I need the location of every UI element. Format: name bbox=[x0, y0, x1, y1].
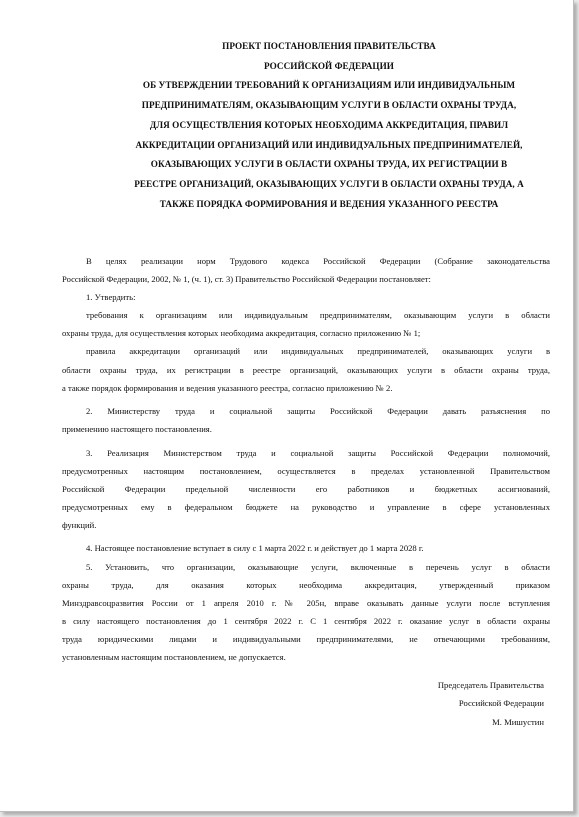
signature-position: Председатель Правительства bbox=[437, 680, 544, 690]
title-line: РЕЕСТРЕ ОРГАНИЗАЦИЙ, ОКАЗЫВАЮЩИХ УСЛУГИ В ОБЛАСТИ ОХРАНЫ ТРУДА, А bbox=[134, 178, 524, 189]
item-5-paragraph bbox=[62, 558, 550, 667]
item-3-line: функций. bbox=[62, 520, 97, 531]
title-line: РОССИЙСКОЙ ФЕДЕРАЦИИ bbox=[263, 60, 394, 71]
item-5-line: Минздравсоцразвития России от 1 апреля 2010 г. № 205н, вправе оказывать данные услуги после вступления bbox=[62, 597, 550, 608]
item-1-b-line: а также порядок формирования и ведения указанного реестра, согласно приложению № 2. bbox=[62, 382, 393, 393]
item-1-a-line: охраны труда, для осуществления которых необходима аккредитация, согласно приложению № 1; bbox=[62, 328, 421, 339]
document-title bbox=[76, 37, 574, 214]
item-5-line: охраны труда, для оказания которых необходима аккредитация, утвержденный приказом bbox=[62, 579, 550, 590]
title-line: ПРОЕКТ ПОСТАНОВЛЕНИЯ ПРАВИТЕЛЬСТВА bbox=[222, 41, 436, 51]
item-1-b-line: правила аккредитации организаций или индивидуальных предпринимателей, оказывающих услуги в bbox=[86, 346, 550, 357]
title-line: АККРЕДИТАЦИИ ОРГАНИЗАЦИЙ ИЛИ ИНДИВИДУАЛЬНЫХ ПРЕДПРИНИМАТЕЛЕЙ, bbox=[135, 139, 523, 150]
item-5-line: труда юридическими лицами и индивидуальными предпринимателями, не отвечающими требованиям, bbox=[62, 633, 550, 644]
title-line: ОКАЗЫВАЮЩИХ УСЛУГИ В ОБЛАСТИ ОХРАНЫ ТРУДА, ИХ РЕГИСТРАЦИИ В bbox=[150, 159, 508, 170]
item-3-paragraph bbox=[62, 444, 550, 534]
item-5-line: установленным настоящим постановлением, не допускается. bbox=[62, 651, 286, 662]
item-2-line: 2. Министерству труда и социальной защиты Российской Федерации давать разъяснения по bbox=[86, 405, 550, 416]
preamble-line: Российской Федерации, 2002, № 1, (ч. 1), ст. 3) Правительство Российской Федерации постановляет: bbox=[62, 274, 431, 285]
title-line: ДЛЯ ОСУЩЕСТВЛЕНИЯ КОТОРЫХ НЕОБХОДИМА АККРЕДИТАЦИЯ, ПРАВИЛ bbox=[149, 119, 509, 130]
item-1-heading bbox=[62, 288, 550, 306]
item-2-line: применению настоящего постановления. bbox=[62, 423, 212, 434]
title-line: ПРЕДПРИНИМАТЕЛЯМ, ОКАЗЫВАЮЩИМ УСЛУГИ В ОБЛАСТИ ОХРАНЫ ТРУДА, bbox=[141, 100, 517, 111]
item-1-a-line: требования к организациям или индивидуальным предпринимателям, оказывающим услуги в области bbox=[86, 310, 550, 321]
signature-block bbox=[438, 676, 544, 731]
item-3-line: предусмотренных настоящим постановлением, осуществляется в пределах установленной Правительством bbox=[62, 466, 550, 477]
item-1-b-line: области охраны труда, их регистрации в реестре организаций, оказывающих услуги в области охраны труда, bbox=[62, 364, 550, 375]
item-3-line: Российской Федерации предельной численности его работников и бюджетных ассигнований, bbox=[62, 484, 550, 495]
title-line: ТАКЖЕ ПОРЯДКА ФОРМИРОВАНИЯ И ВЕДЕНИЯ УКАЗАННОГО РЕЕСТРА bbox=[159, 198, 499, 209]
item-1-heading-text: 1. Утвердить: bbox=[86, 292, 136, 303]
title-line: ОБ УТВЕРЖДЕНИИ ТРЕБОВАНИЙ К ОРГАНИЗАЦИЯМ ИЛИ ИНДИВИДУАЛЬНЫМ bbox=[142, 80, 516, 91]
item-5-line: 5. Установить, что организации, оказывающие услуги, включенные в перечень услуг в области bbox=[86, 561, 550, 572]
item-4-paragraph bbox=[62, 539, 550, 557]
document-body bbox=[62, 252, 550, 666]
item-1-requirements bbox=[62, 306, 550, 342]
item-4-line: 4. Настоящее постановление вступает в силу с 1 марта 2022 г. и действует до 1 марта 2028 г. bbox=[86, 543, 424, 554]
item-3-line: 3. Реализация Министерством труда и социальной защиты Российской Федерации полномочий, bbox=[86, 447, 550, 458]
preamble-paragraph bbox=[62, 252, 550, 288]
item-5-line: в силу настоящего постановления до 1 сентября 2022 г. С 1 сентября 2022 г. оказание услуг в области охраны bbox=[62, 615, 550, 626]
signature-country: Российской Федерации bbox=[458, 698, 544, 709]
signature-name: М. Мишустин bbox=[492, 716, 544, 727]
item-2-paragraph bbox=[62, 402, 550, 438]
item-1-rules bbox=[62, 342, 550, 396]
preamble-line: В целях реализации норм Трудового кодекса Российской Федерации (Собрание законодательства bbox=[86, 256, 550, 266]
item-3-line: предусмотренных ему в федеральном бюджете на руководство и управление в сфере установленных bbox=[62, 502, 550, 513]
